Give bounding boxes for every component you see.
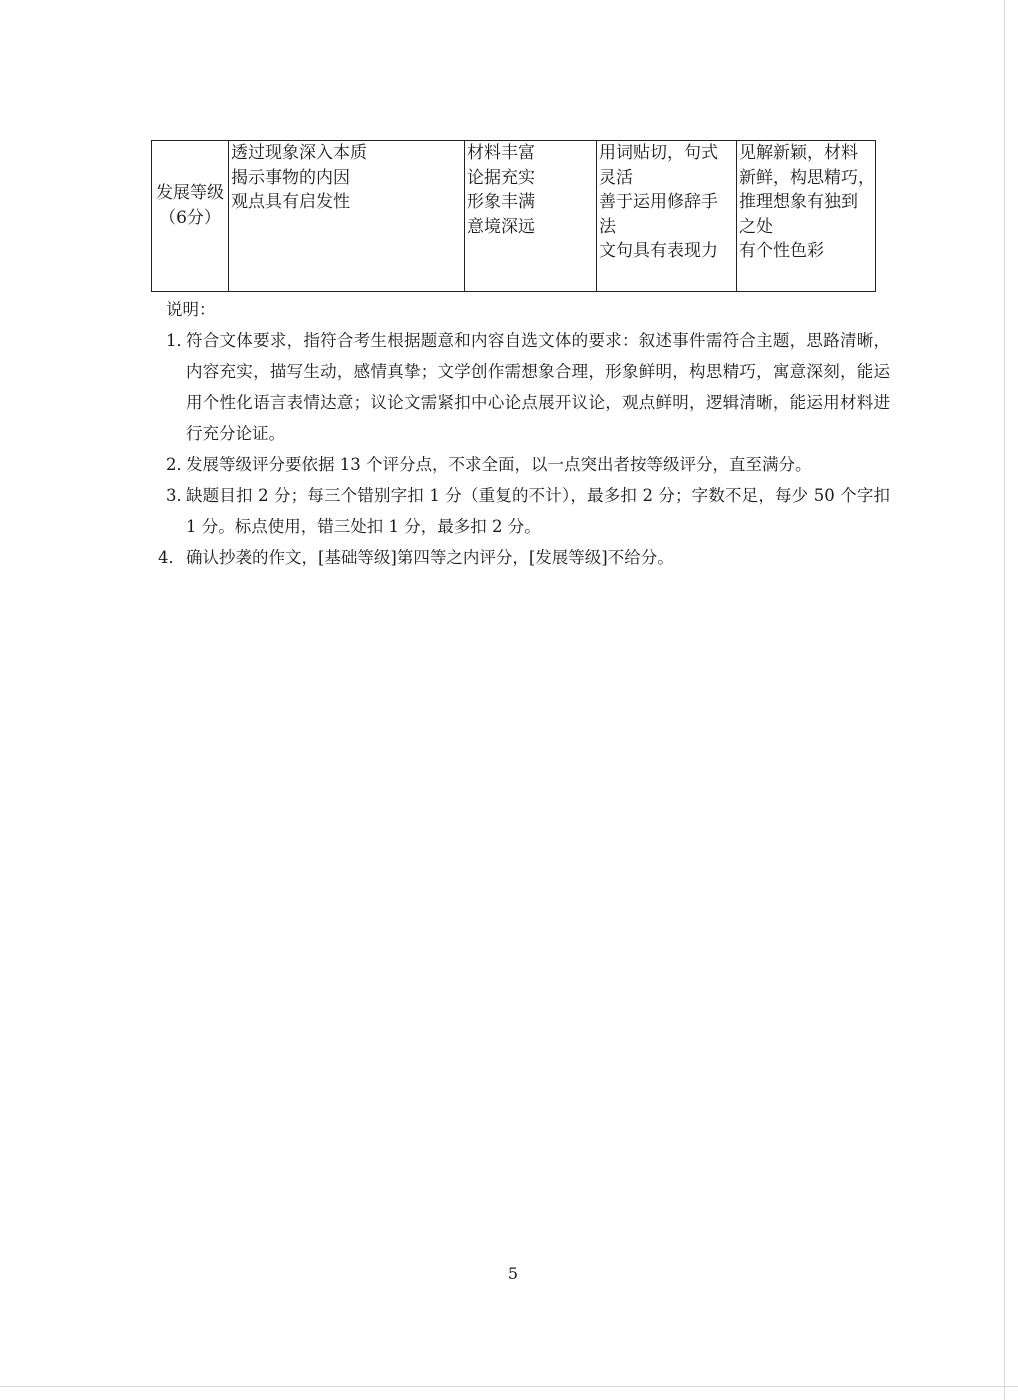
- criteria-line: 推理想象有独到: [739, 192, 858, 212]
- note-number: 4．: [158, 548, 185, 567]
- criteria-line: 善于运用修辞手: [599, 192, 718, 212]
- page-number: 5: [507, 1264, 519, 1283]
- criteria-line: 法: [599, 216, 616, 237]
- scan-edge-right: [1004, 0, 1005, 1400]
- literary-criteria-cell: [597, 141, 737, 292]
- note-number: 2．: [166, 455, 193, 474]
- note-number: 3．: [166, 486, 193, 505]
- note-item: [150, 480, 890, 542]
- level-label-cell: [152, 141, 229, 292]
- criteria-line: 意境深远: [467, 216, 535, 237]
- criteria-line: 之处: [739, 216, 773, 237]
- criteria-line: 见解新颖，材料: [739, 143, 858, 163]
- note-text: 确认抄袭的作文，[基础等级]第四等之内评分，[发展等级]不给分。: [186, 548, 674, 567]
- richness-criteria-cell: [465, 141, 597, 292]
- criteria-line: 材料丰富: [467, 143, 535, 163]
- note-item: [150, 542, 890, 573]
- note-item: [150, 325, 890, 449]
- criteria-line: 用词贴切，句式: [599, 143, 718, 163]
- note-number: 1．: [166, 331, 193, 350]
- criteria-line: 有个性色彩: [739, 241, 824, 261]
- level-score-line: （6分）: [159, 207, 221, 228]
- criteria-line: 透过现象深入本质: [231, 143, 367, 163]
- scan-edge-bottom: [0, 1386, 1018, 1387]
- notes-title: 说明：: [166, 300, 216, 319]
- notes-section: [150, 294, 890, 573]
- criteria-line: 揭示事物的内因: [231, 167, 350, 188]
- criteria-line: 文句具有表现力: [599, 241, 718, 261]
- criteria-line: 新鲜，构思精巧，: [739, 167, 875, 188]
- note-text: 缺题目扣 2 分；每三个错别字扣 1 分（重复的不计），最多扣 2 分；字数不足，每少 50 个字扣 1 分。标点使用，错三处扣 1 分，最多扣 2 分。: [186, 486, 890, 536]
- grading-table: [151, 140, 876, 292]
- criteria-line: 形象丰满: [467, 192, 535, 212]
- level-label-line: 发展等级: [156, 183, 224, 203]
- note-text: 发展等级评分要依据 13 个评分点，不求全面，以一点突出者按等级评分，直至满分。: [186, 455, 812, 474]
- depth-criteria-cell: [229, 141, 465, 292]
- note-item: [150, 449, 890, 480]
- note-text: 符合文体要求，指符合考生根据题意和内容自选文体的要求：叙述事件需符合主题，思路清晰，内容充实，描写生动，感情真挚；文学创作需想象合理，形象鲜明，构思精巧，寓意深刻，能运用个性化语言表情达意；议论文需紧扣中心论点展开议论，观点鲜明，逻辑清晰，能运用材料进行充分论证。: [186, 331, 890, 443]
- creativity-criteria-cell: [737, 141, 876, 292]
- table-row: [152, 141, 876, 292]
- criteria-line: 灵活: [599, 167, 633, 188]
- criteria-line: 论据充实: [467, 167, 535, 188]
- criteria-line: 观点具有启发性: [231, 192, 350, 212]
